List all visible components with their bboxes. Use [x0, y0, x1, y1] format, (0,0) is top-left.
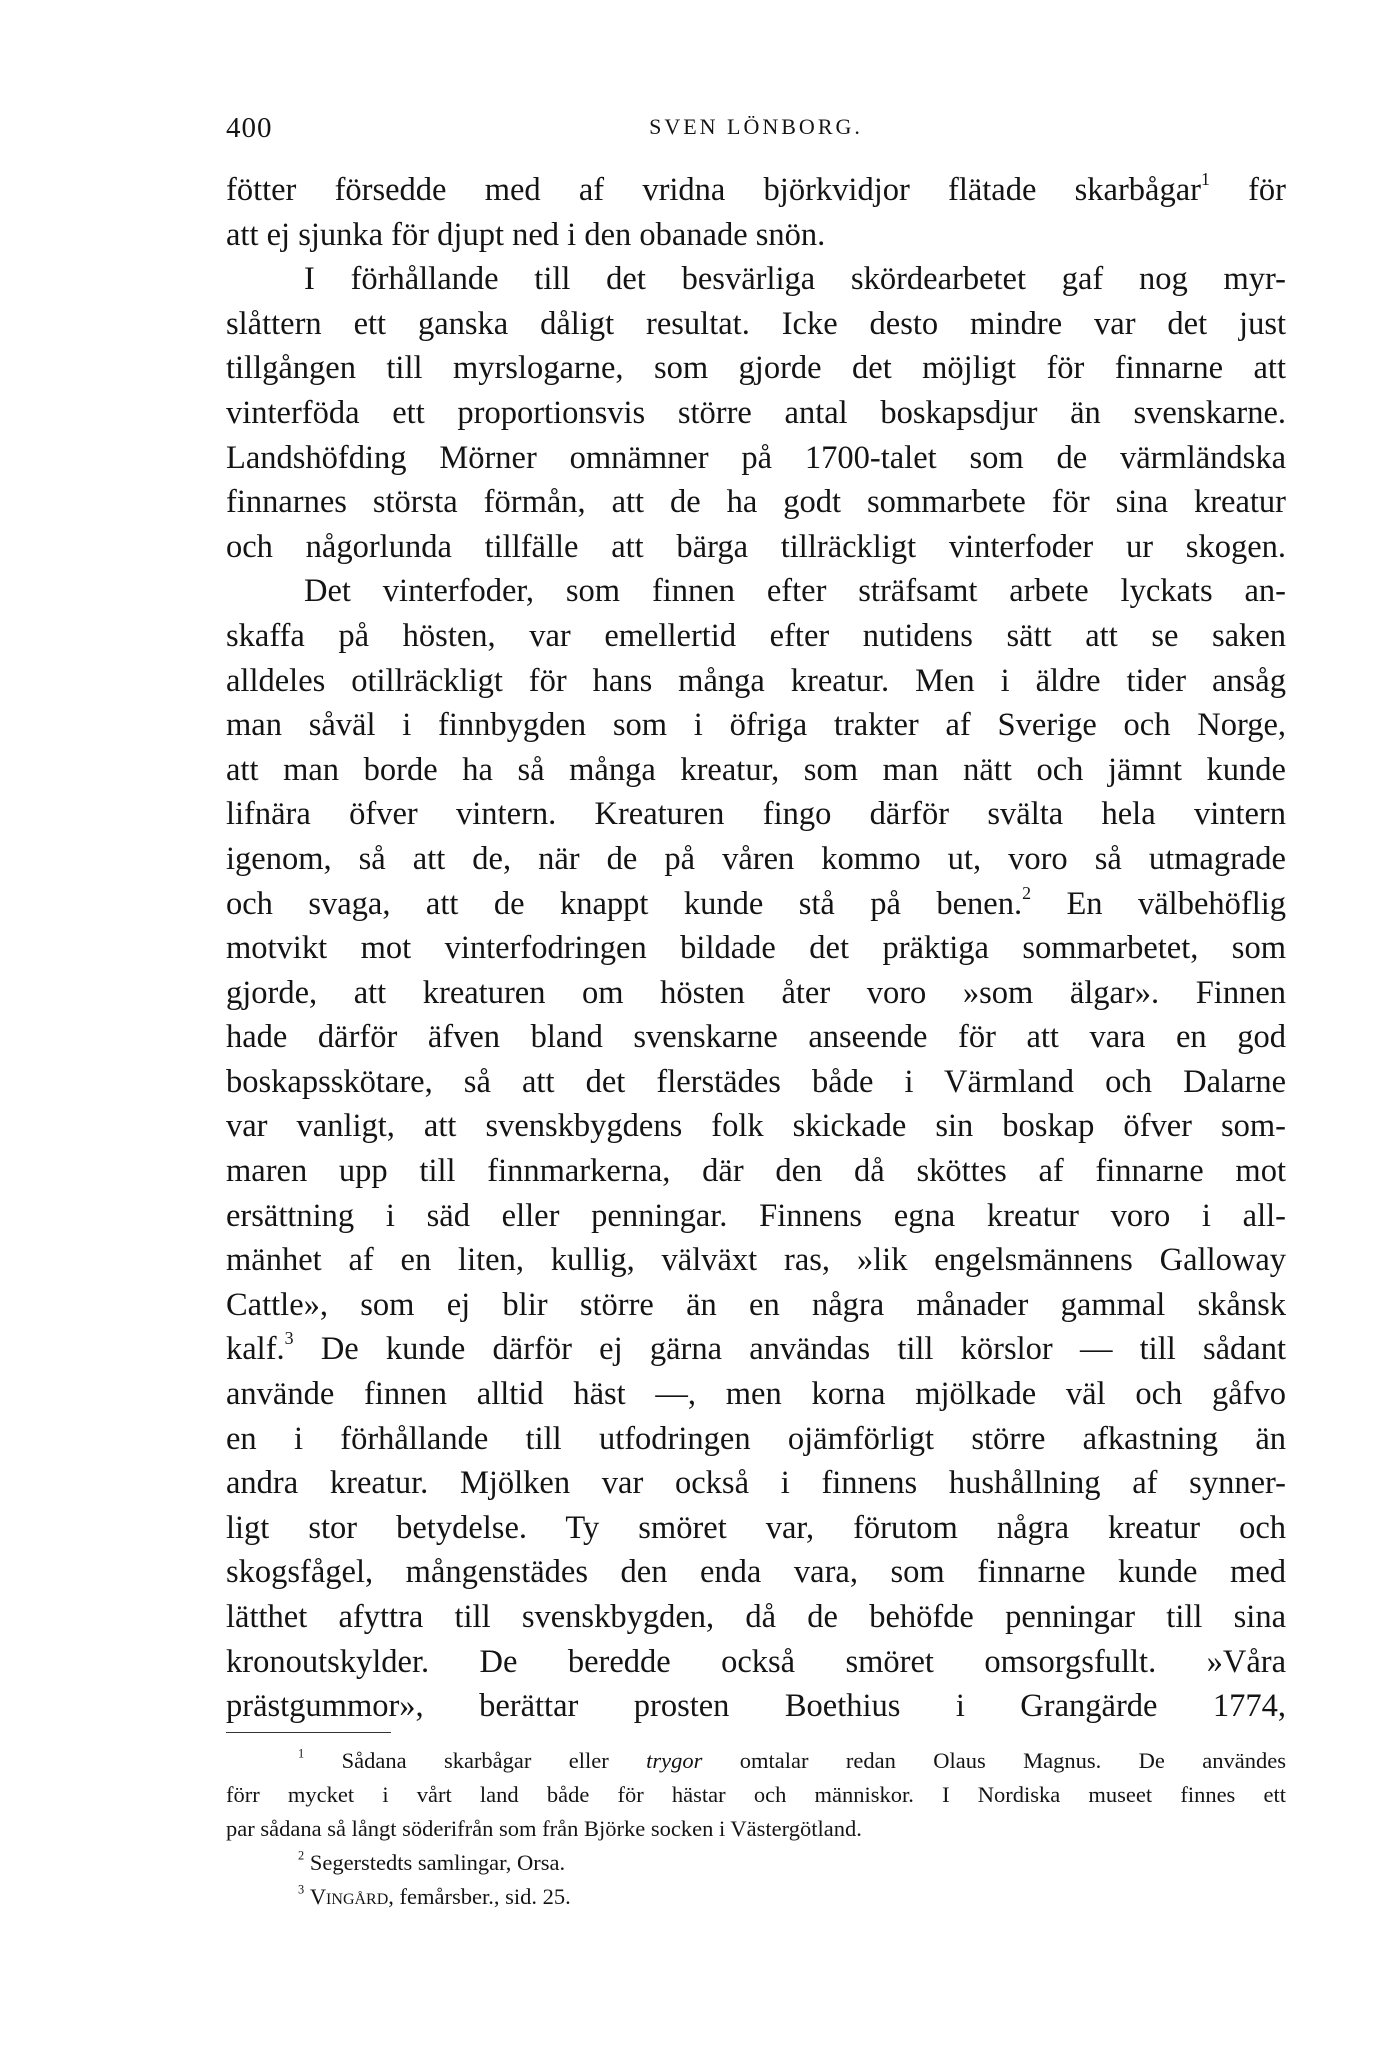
- text-line: lätthet afyttra till svenskbygden, då de behöfde penningar till sina: [226, 1599, 1286, 1635]
- text-line: Landshöfding Mörner omnämner på 1700-talet som de värmländska: [226, 439, 1286, 476]
- footnote-2: $^2$ Segerstedts samlingar, Orsa.: [298, 1848, 566, 1875]
- text-line: att ej sjunka för djupt ned i den obanade snön.: [226, 216, 826, 253]
- text-line: kronoutskylder. De beredde också smöret omsorgsfullt. »Våra: [226, 1643, 1286, 1680]
- footnote-marker: 3: [298, 1882, 305, 1897]
- text-line: att man borde ha så många kreatur, som man nätt och jämnt kunde: [226, 751, 1286, 788]
- footnote-divider: [226, 1732, 391, 1733]
- text-line: ersättning i säd eller penningar. Finnens egna kreatur voro i all-: [226, 1197, 1286, 1234]
- text-line: Cattle», som ej blir större än en några månader gammal skånsk: [226, 1286, 1286, 1323]
- text-line: vinterföda ett proportionsvis större antal boskapsdjur än svenskarne.: [226, 394, 1286, 431]
- text-line: man såväl i finnbygden som i öfriga trakter af Sverige och Norge,: [226, 707, 1286, 744]
- text-line: ligt stor betydelse. Ty smöret var, förutom några kreatur och: [226, 1509, 1286, 1546]
- text-line: andra kreatur. Mjölken var också i finnens hushållning af synner-: [226, 1465, 1286, 1502]
- text-line: gjorde, att kreaturen om hösten åter voro »som älgar». Finnen: [226, 974, 1286, 1011]
- footnote-ref: 3: [284, 1328, 294, 1349]
- page-number: 400: [226, 112, 273, 144]
- footnote-ref: 2: [1022, 882, 1032, 903]
- text-line: lifnära öfver vintern. Kreaturen fingo därför svälta hela vintern: [226, 796, 1286, 833]
- text-line: maren upp till finnmarkerna, där den då sköttes af finnarne mot: [226, 1153, 1286, 1190]
- text-line: skogsfågel, mångenstädes den enda vara, som finnarne kunde med: [226, 1554, 1286, 1591]
- author-name: Vingård: [309, 1884, 389, 1909]
- text-line: skaffa på hösten, var emellertid efter nutidens sätt att se saken: [226, 617, 1286, 654]
- body-text: [226, 168, 1286, 1729]
- footnote-3: $^3$ Vingård, femårsber., sid. 25.: [298, 1882, 571, 1909]
- footnote-marker: 1: [298, 1746, 305, 1761]
- text-line: tillgången till myrslogarne, som gjorde det möjligt för finnarne att: [226, 350, 1286, 387]
- text-line: prästgummor», berättar prosten Boethius i Grangärde 1774,: [226, 1688, 1286, 1725]
- italic-term: trygor: [646, 1748, 703, 1773]
- text-line: alldeles otillräckligt för hans många kreatur. Men i äldre tider ansåg: [226, 662, 1286, 699]
- text-line: boskapsskötare, så att det flerstädes både i Värmland och Dalarne: [226, 1063, 1286, 1100]
- footnotes: [226, 1744, 1286, 1914]
- footnote-1: $^1$ Sådana skarbågar eller trygor omtalar redan Olaus Magnus. De användes: [298, 1746, 1286, 1773]
- text-line: använde finnen alltid häst —, men korna mjölkade väl och gåfvo: [226, 1376, 1286, 1413]
- text-line: motvikt mot vinterfodringen bildade det präktiga sommarbetet, som: [226, 930, 1286, 967]
- running-head: [226, 112, 1286, 152]
- text-line: och någorlunda tillfälle att bärga tillräckligt vinterfoder ur skogen.: [226, 528, 1286, 565]
- text-line: igenom, så att de, när de på våren kommo ut, voro så utmagrade: [226, 840, 1286, 877]
- text-line: fötter försedde med af vridna björkvidjor flätade skarbågar$^1$ för: [226, 168, 1287, 208]
- text-line: hade därför äfven bland svenskarne anseende för att vara en god: [226, 1019, 1286, 1056]
- running-title: SVEN LÖNBORG.: [649, 114, 863, 139]
- text-line: var vanligt, att svenskbygdens folk skickade sin boskap öfver som-: [226, 1108, 1286, 1145]
- footnote-line: par sådana så långt söderifrån som från Björke socken i Västergötland.: [226, 1816, 862, 1841]
- text-line: I förhållande till det besvärliga skördearbetet gaf nog myr-: [304, 261, 1286, 298]
- text-line: finnarnes största förmån, att de ha godt sommarbete för sina kreatur: [226, 484, 1286, 521]
- text-line: slåttern ett ganska dåligt resultat. Icke desto mindre var det just: [226, 305, 1286, 342]
- footnote-marker: 2: [298, 1848, 305, 1863]
- text-line: en i förhållande till utfodringen ojämförligt större afkastning än: [226, 1420, 1286, 1457]
- footnote-ref: 1: [1200, 168, 1210, 189]
- text-line: kalf.$^3$ De kunde därför ej gärna användas till körslor — till sådant: [226, 1328, 1287, 1368]
- footnote-line: förr mycket i vårt land både för hästar och människor. I Nordiska museet finnes ett: [226, 1782, 1286, 1807]
- text-line: och svaga, att de knappt kunde stå på benen.$^2$ En välbehöflig: [226, 882, 1287, 922]
- text-line: mänhet af en liten, kullig, välväxt ras, »lik engelsmännens Galloway: [226, 1242, 1286, 1279]
- text-line: Det vinterfoder, som finnen efter sträfsamt arbete lyckats an-: [304, 573, 1286, 610]
